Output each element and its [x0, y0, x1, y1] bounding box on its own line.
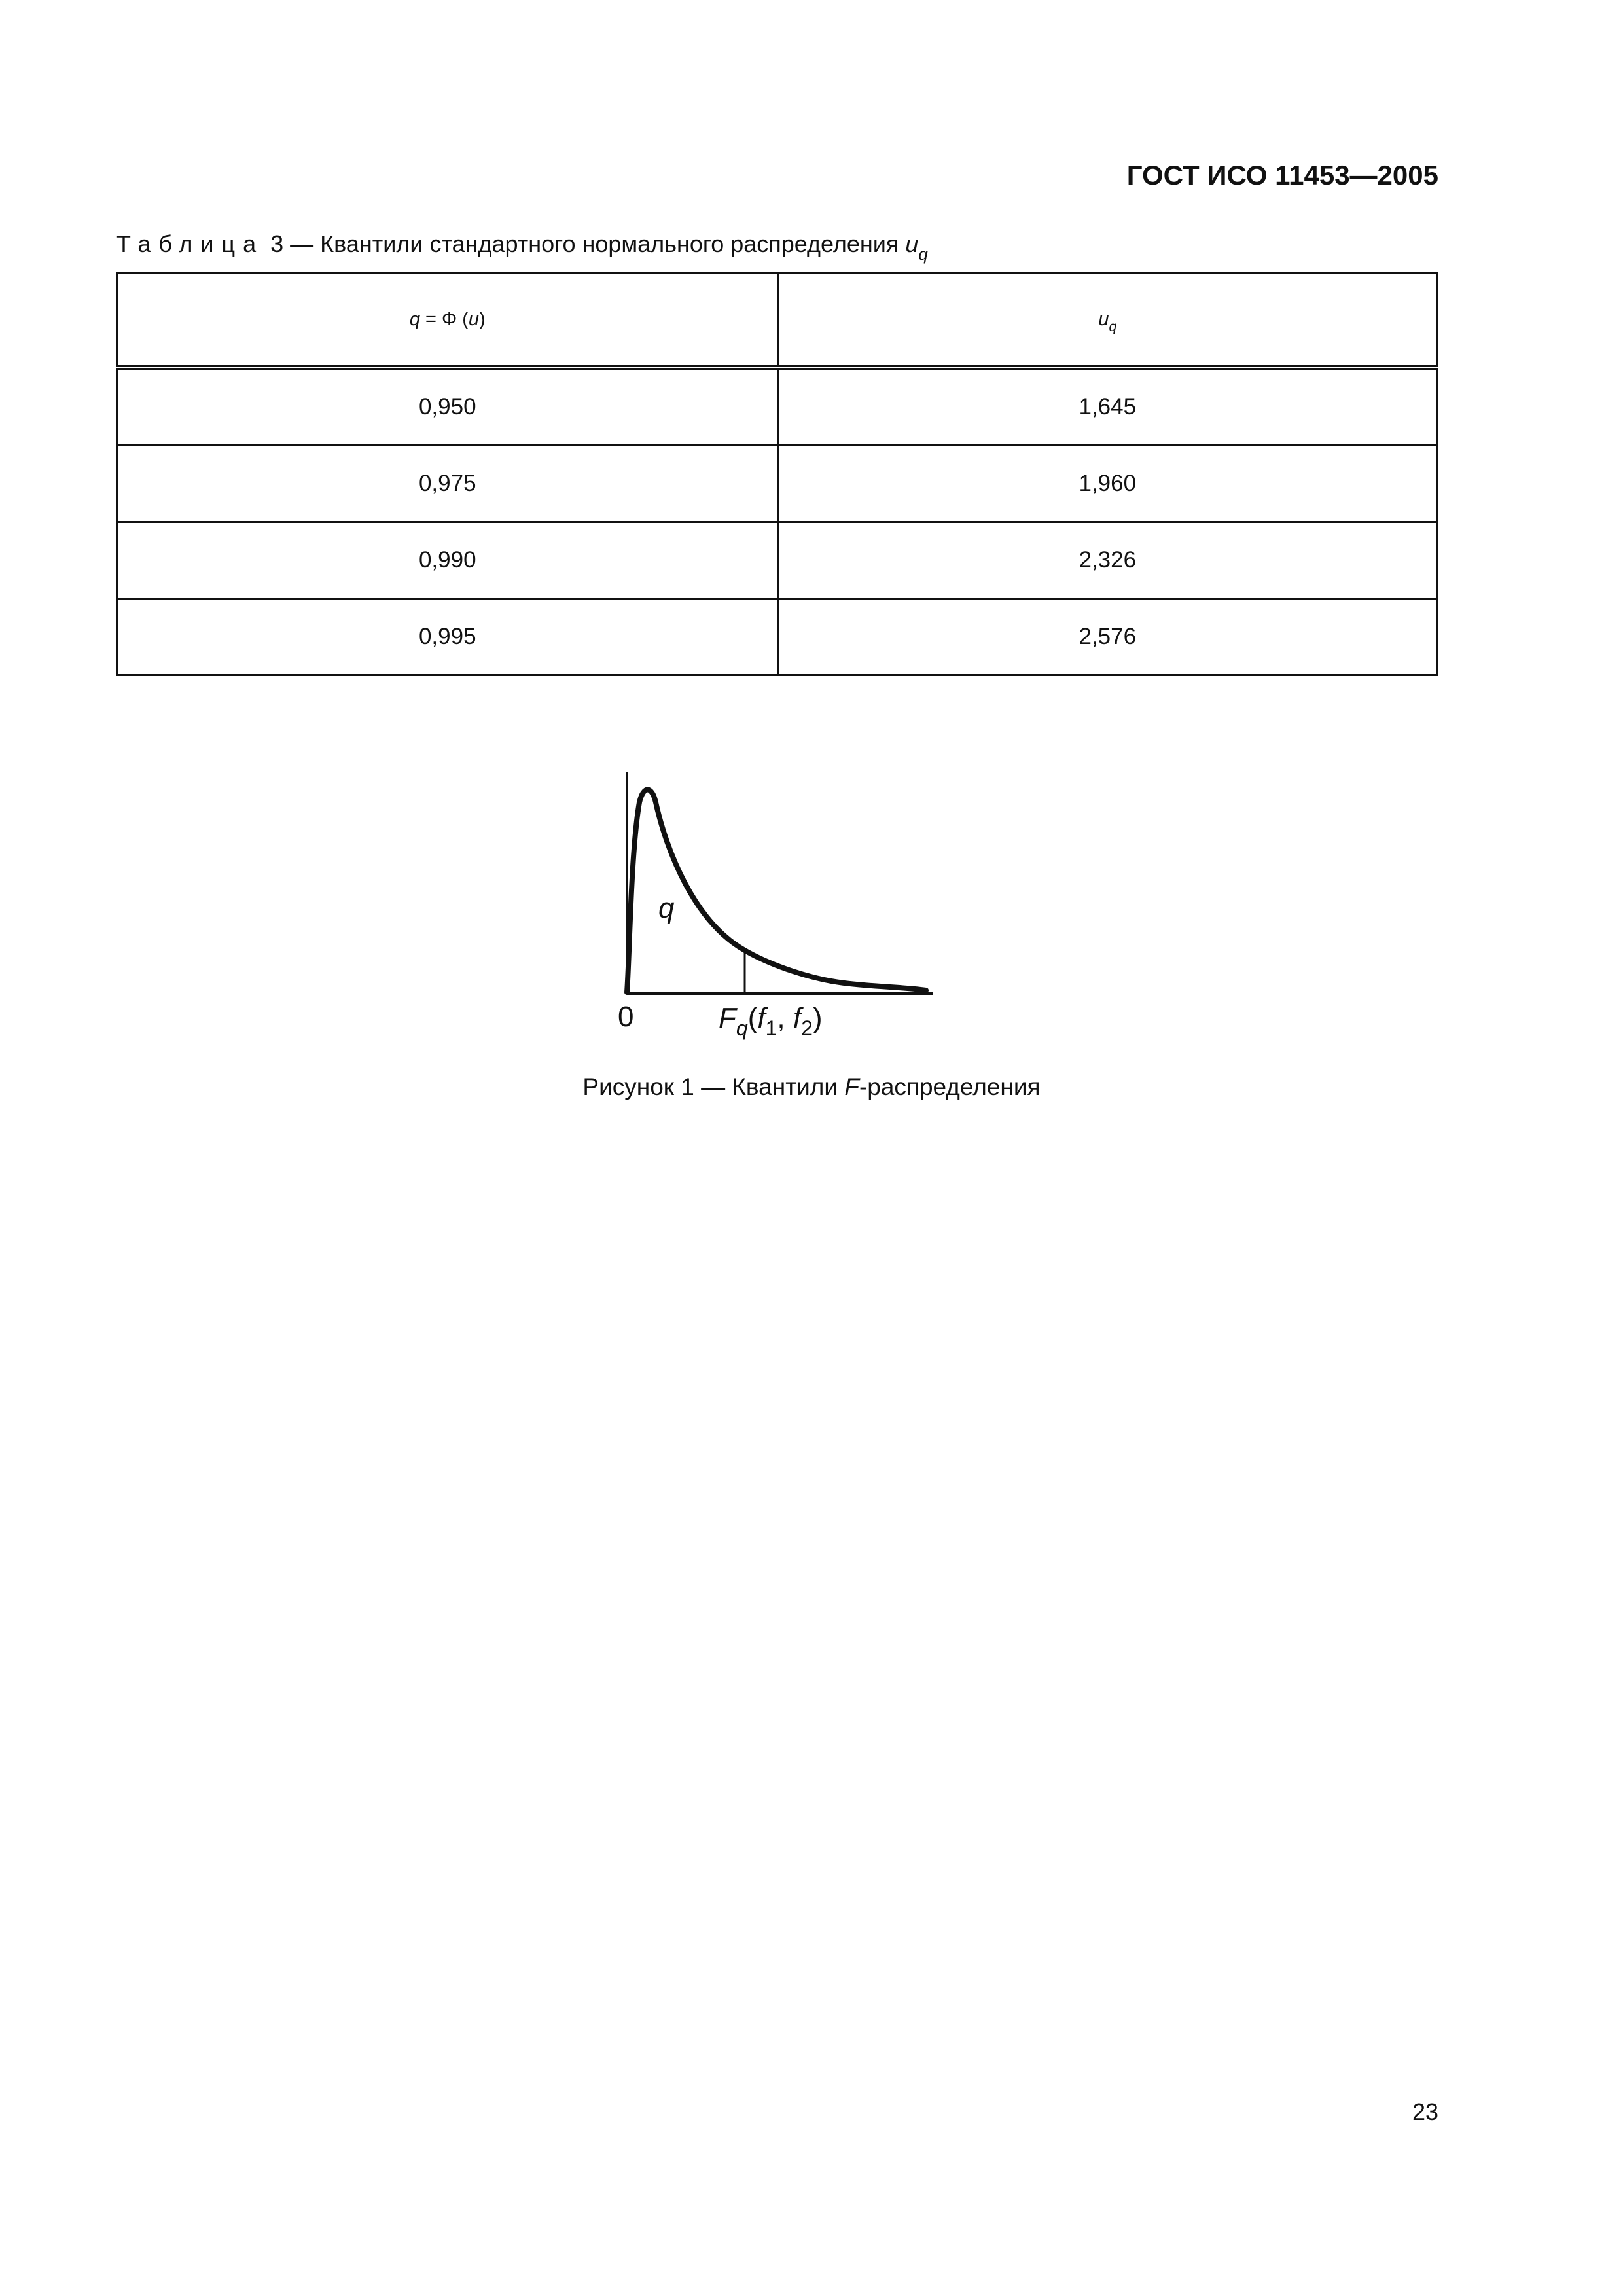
- figure-caption-end: -распределения: [859, 1073, 1041, 1100]
- quantile-label-close: ): [812, 1002, 823, 1034]
- f-distribution-diagram: [576, 772, 942, 1047]
- table-caption-label: Таблица: [116, 230, 264, 257]
- origin-label: 0: [618, 1001, 634, 1033]
- quantile-label: [719, 1002, 823, 1040]
- cell-q: 0,990: [118, 522, 778, 599]
- quantile-table: [116, 272, 1438, 676]
- cell-uq: 1,645: [777, 367, 1438, 446]
- table-caption: [116, 230, 928, 264]
- column-header-q: [118, 274, 778, 368]
- cell-uq: 2,576: [777, 599, 1438, 675]
- standard-designation: ГОСТ ИСО 11453—2005: [1126, 160, 1438, 190]
- header-q-suffix: ): [479, 308, 486, 330]
- cell-q: 0,950: [118, 367, 778, 446]
- header-q-var: u: [468, 308, 479, 330]
- table-caption-symbol-sub: q: [918, 244, 928, 264]
- quantile-label-f1: f: [757, 1002, 766, 1034]
- region-label-q: q: [658, 892, 675, 924]
- table-row: [118, 599, 1438, 675]
- cell-uq: 1,960: [777, 446, 1438, 522]
- cell-uq: 2,326: [777, 522, 1438, 599]
- quantile-label-f2: f: [793, 1002, 802, 1034]
- table-row: [118, 446, 1438, 522]
- table-caption-text: 3 — Квантили стандартного нормального распределения: [264, 230, 906, 257]
- density-curve: [627, 790, 926, 993]
- page-number: 23: [1412, 2098, 1438, 2125]
- cell-q: 0,995: [118, 599, 778, 675]
- header-u-sub: q: [1109, 319, 1117, 334]
- header-q-prefix: q: [409, 308, 420, 330]
- table-header-row: [118, 274, 1438, 368]
- header-u-symbol: u: [1098, 308, 1109, 330]
- quantile-label-f: F: [719, 1002, 736, 1034]
- quantile-label-open: (: [747, 1002, 758, 1034]
- f-distribution-figure: [576, 772, 942, 1047]
- figure-caption-italic: F: [844, 1073, 859, 1100]
- cell-q: 0,975: [118, 446, 778, 522]
- table-row: [118, 522, 1438, 599]
- quantile-label-comma: ,: [777, 1002, 793, 1034]
- figure-caption-start: Рисунок 1 — Квантили: [582, 1073, 845, 1100]
- quantile-label-sub1: 1: [765, 1016, 777, 1040]
- figure-caption: [0, 1073, 1623, 1101]
- column-header-uq: [777, 274, 1438, 368]
- quantile-label-q-sub: q: [736, 1016, 748, 1040]
- header-q-middle: = Φ (: [419, 308, 469, 330]
- table-row: [118, 367, 1438, 446]
- table-caption-symbol: u: [905, 230, 919, 257]
- quantile-label-sub2: 2: [801, 1016, 813, 1040]
